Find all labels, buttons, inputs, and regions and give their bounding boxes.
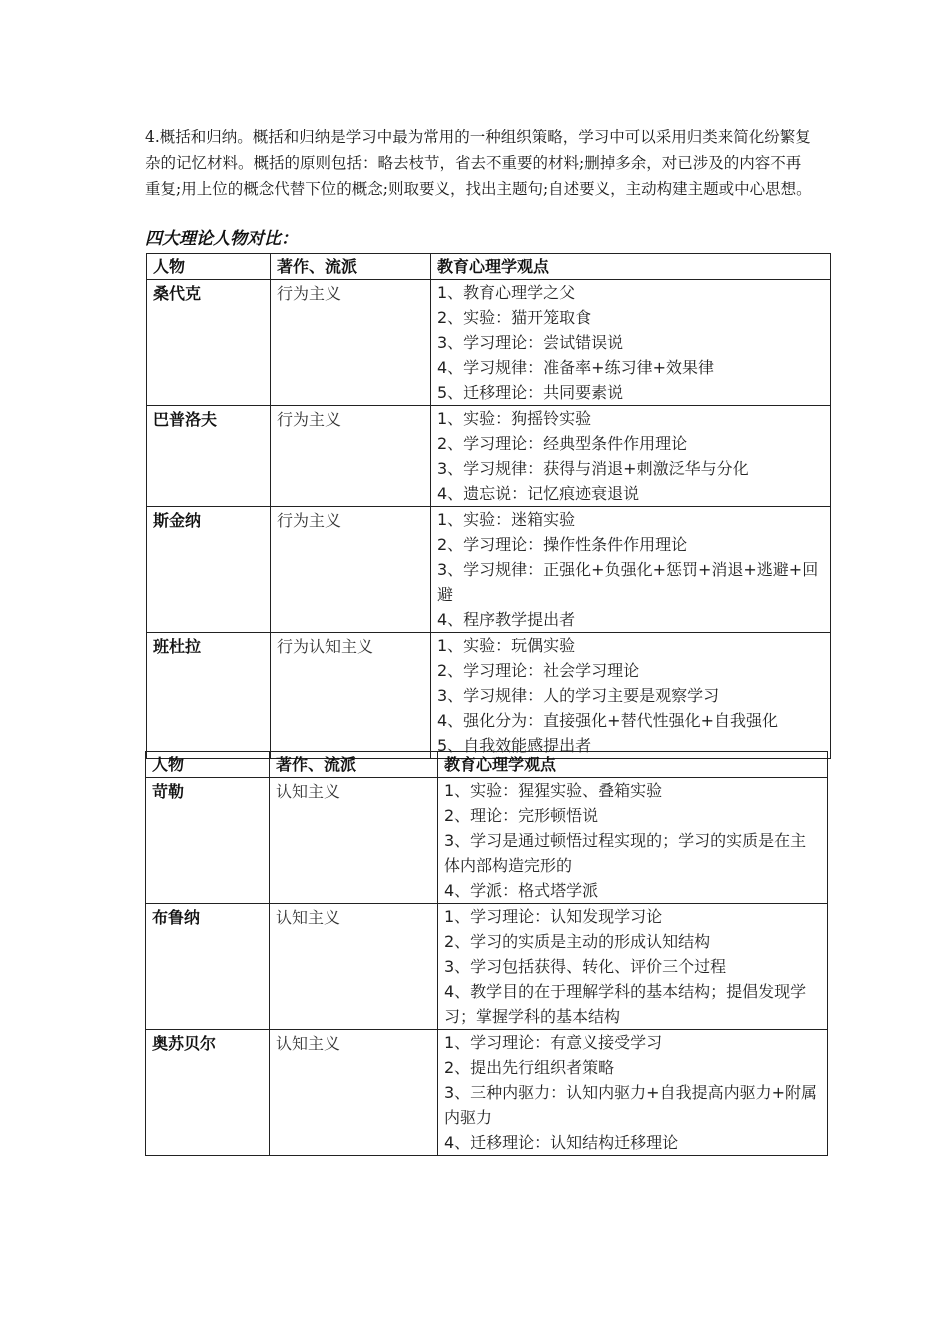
viewpoint-item: 2、实验：猫开笼取食 [437,308,592,327]
viewpoint-item: 4、程序教学提出者 [437,610,576,629]
person-name-cell: 苛勒 [146,778,270,904]
viewpoint-item: 2、学习理论：社会学习理论 [437,661,640,680]
school-cell: 行为主义 [271,280,431,406]
viewpoint-item: 3、学习规律：获得与消退+刺激泛华与分化 [437,459,749,478]
views-cell [438,778,828,904]
intro-paragraph: 4.概括和归纳。概括和归纳是学习中最为常用的一种组织策略，学习中可以采用归类来简化纷繁复杂的记忆材料。概括的原则包括：略去枝节，省去不重要的材料;删掉多余，对已涉及的内容不再重复;用上位的概念代替下位的概念;则取要义，找出主题句;自述要义，主动构建主题或中心思想。 [145,128,812,198]
viewpoint-item: 2、学习理论：操作性条件作用理论 [437,535,688,554]
person-name-cell: 班杜拉 [147,633,271,759]
viewpoint-item: 1、学习理论：认知发现学习论 [444,907,663,926]
table-header-row [147,254,831,280]
person-name-cell: 巴普洛夫 [147,406,271,507]
table-row [146,778,828,904]
person-name-cell: 布鲁纳 [146,904,270,1030]
person-name-cell: 桑代克 [147,280,271,406]
school-cell: 认知主义 [270,1030,438,1156]
views-cell [431,280,831,406]
views-cell [431,507,831,633]
viewpoint-item: 1、实验：狗摇铃实验 [437,409,592,428]
school-cell: 认知主义 [270,778,438,904]
table-row [146,1030,828,1156]
person-name-cell: 奥苏贝尔 [146,1030,270,1156]
viewpoint-item: 3、学习规律：正强化+负强化+惩罚+消退+逃避+回避 [437,560,819,604]
viewpoint-item: 3、学习是通过顿悟过程实现的；学习的实质是在主体内部构造完形的 [444,831,807,875]
viewpoint-item: 4、迁移理论：认知结构迁移理论 [444,1133,679,1152]
school-cell: 行为认知主义 [271,633,431,759]
table-header-row [146,752,828,778]
views-cell [438,904,828,1030]
viewpoint-item: 2、理论：完形顿悟说 [444,806,599,825]
header-views: 教育心理学观点 [431,254,831,280]
viewpoint-item: 1、学习理论：有意义接受学习 [444,1033,663,1052]
viewpoint-item: 3、三种内驱力：认知内驱力+自我提高内驱力+附属内驱力 [444,1083,817,1127]
viewpoint-item: 3、学习包括获得、转化、评价三个过程 [444,957,727,976]
header-views: 教育心理学观点 [438,752,828,778]
viewpoint-item: 1、实验：猩猩实验、叠箱实验 [444,781,663,800]
views-cell [438,1030,828,1156]
viewpoint-item: 2、学习的实质是主动的形成认知结构 [444,932,711,951]
table-row [147,633,831,759]
school-cell: 行为主义 [271,406,431,507]
school-cell: 认知主义 [270,904,438,1030]
table-row [147,507,831,633]
header-person: 人物 [146,752,270,778]
viewpoint-item: 4、强化分为：直接强化+替代性强化+自我强化 [437,711,778,730]
table-row [146,904,828,1030]
table-row [147,406,831,507]
views-cell [431,633,831,759]
viewpoint-item: 2、学习理论：经典型条件作用理论 [437,434,688,453]
viewpoint-item: 4、遗忘说：记忆痕迹衰退说 [437,484,640,503]
table-body [146,778,828,1156]
viewpoint-item: 5、自我效能感提出者 [437,736,592,755]
viewpoint-item: 1、实验：玩偶实验 [437,636,576,655]
viewpoint-item: 3、学习规律：人的学习主要是观察学习 [437,686,720,705]
viewpoint-item: 4、学派：格式塔学派 [444,881,599,900]
viewpoint-item: 5、迁移理论：共同要素说 [437,383,624,402]
viewpoint-item: 1、教育心理学之父 [437,283,576,302]
section-heading: 四大理论人物对比： [145,229,298,249]
viewpoint-item: 2、提出先行组织者策略 [444,1058,615,1077]
viewpoint-item: 3、学习理论：尝试错误说 [437,333,624,352]
person-name-cell: 斯金纳 [147,507,271,633]
table-row [147,280,831,406]
viewpoint-item: 4、学习规律：准备率+练习律+效果律 [437,358,714,377]
school-cell: 行为主义 [271,507,431,633]
table-body [147,280,831,759]
views-cell [431,406,831,507]
header-school: 著作、流派 [270,752,438,778]
theorists-table-cognitivism [145,751,828,1156]
header-person: 人物 [147,254,271,280]
theorists-table-behaviorism [146,253,831,759]
viewpoint-item: 1、实验：迷箱实验 [437,510,576,529]
viewpoint-item: 4、教学目的在于理解学科的基本结构；提倡发现学习；掌握学科的基本结构 [444,982,807,1026]
header-school: 著作、流派 [271,254,431,280]
